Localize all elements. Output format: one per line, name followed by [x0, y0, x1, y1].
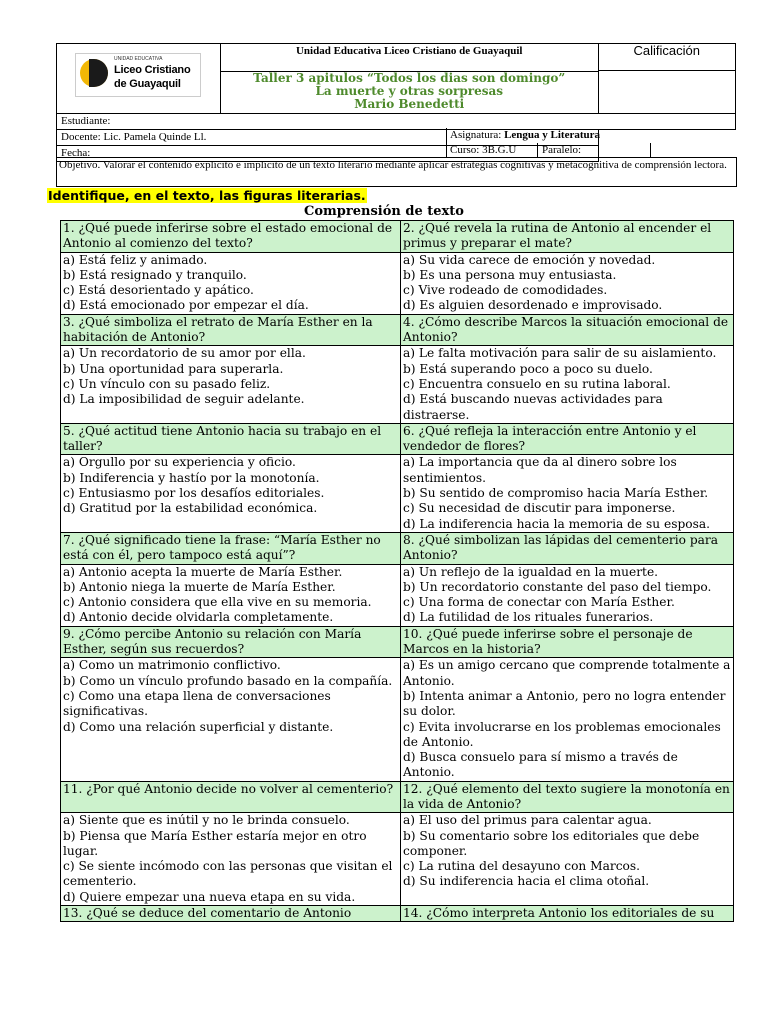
options-row	[61, 252, 734, 314]
school-logo	[75, 53, 201, 97]
options-row	[61, 346, 734, 423]
taller-title: Taller 3 apitulos “Todos los dias son domingo”	[253, 70, 566, 85]
section-field[interactable]	[541, 143, 651, 158]
answer-options-8[interactable]: a) Un reflejo de la igualdad en la muerte. b) Un recordatorio constante del paso del tiempo. c) Una forma de conectar con María Esther. d) La futilidad de los rituales funerarios.	[401, 564, 734, 626]
answer-options-12[interactable]: a) El uso del primus para calentar agua. b) Su comentario sobre los editoriales que debe componer. c) La rutina del desayuno con Marcos. d) Su indiferencia hacia el clima otoñal.	[401, 813, 734, 906]
question-6: 6. ¿Qué refleja la interacción entre Antonio y el vendedor de flores?	[401, 423, 734, 455]
course-label: Curso: 3B.G.U	[450, 144, 517, 156]
section-label: Paralelo:	[542, 144, 582, 156]
book-subtitle: La muerte y otras sorpresas	[315, 83, 504, 98]
question-row	[61, 626, 734, 658]
course-field	[446, 143, 538, 158]
school-cell	[220, 44, 598, 72]
date-label: Fecha:	[61, 147, 91, 159]
options-row	[61, 658, 734, 781]
question-8: 8. ¿Qué simbolizan las lápidas del cementerio para Antonio?	[401, 532, 734, 564]
question-14: 14. ¿Cómo interpreta Antonio los editoriales de su	[401, 906, 734, 922]
author-name: Mario Benedetti	[354, 96, 465, 111]
questions-table	[60, 220, 734, 922]
answer-options-5[interactable]: a) Orgullo por su experiencia y oficio. b) Indiferencia y hastío por la monotonía. c) Entusiasmo por los desafíos editoriales. d) Gratitud por la estabilidad económica.	[61, 455, 401, 532]
question-row	[61, 781, 734, 813]
teacher-label: Docente: Lic. Pamela Quinde Ll.	[61, 131, 207, 143]
question-5: 5. ¿Qué actitud tiene Antonio hacia su trabajo en el taller?	[61, 423, 401, 455]
section-title: Comprensión de texto	[304, 204, 464, 219]
question-row	[61, 532, 734, 564]
logo-small-text: UNIDAD EDUCATIVA	[114, 56, 163, 62]
answer-options-3[interactable]: a) Un recordatorio de su amor por ella. b) Una oportunidad para superarla. c) Un vínculo con su pasado feliz. d) La imposibilidad de seguir adelante.	[61, 346, 401, 423]
subject-value: Lengua y Literatura	[504, 129, 601, 141]
question-row	[61, 423, 734, 455]
question-2: 2. ¿Qué revela la rutina de Antonio al encender el primus y preparar el mate?	[401, 221, 734, 253]
logo-cell	[57, 44, 221, 114]
answer-options-1[interactable]: a) Está feliz y animado. b) Está resignado y tranquilo. c) Está desorientado y apático. d) Está emocionado por empezar el día.	[61, 252, 401, 314]
school-name: Unidad Educativa Liceo Cristiano de Guayaquil	[295, 45, 523, 57]
question-row	[61, 221, 734, 253]
objective-text: Objetivo. Valorar el contenido explícito e implícito de un texto literario mediante aplicar estrategias cognitivas y metacognitiva de comprensión lectora.	[59, 159, 727, 171]
question-row	[61, 906, 734, 922]
grade-cell	[598, 44, 735, 114]
answer-options-7[interactable]: a) Antonio acepta la muerte de María Esther. b) Antonio niega la muerte de María Esther. c) Antonio considera que ella vive en su memoria. d) Antonio decide olvidarla completamente.	[61, 564, 401, 626]
options-row	[61, 455, 734, 532]
answer-options-2[interactable]: a) Su vida carece de emoción y novedad. b) Es una persona muy entusiasta. c) Vive rodeado de comodidades. d) Es alguien desordenado e improvisado.	[401, 252, 734, 314]
answer-options-9[interactable]: a) Como un matrimonio conflictivo. b) Como un vínculo profundo basado en la compañía. c) Como una etapa llena de conversaciones significativas. d) Como una relación superficial y distante.	[61, 658, 401, 781]
options-row	[61, 564, 734, 626]
answer-options-10[interactable]: a) Es un amigo cercano que comprende totalmente a Antonio. b) Intenta animar a Antonio, pero no logra entender su dolor. c) Evita involucrarse en los problemas emocionales de Antonio. d) Busca consuelo para sí mismo a través de Antonio.	[401, 658, 734, 781]
answer-options-6[interactable]: a) La importancia que da al dinero sobre los sentimientos. b) Su sentido de compromiso hacia María Esther. c) Su necesidad de discutir para imponerse. d) La indiferencia hacia la memoria de su esposa.	[401, 455, 734, 532]
question-3: 3. ¿Qué simboliza el retrato de María Esther en la habitación de Antonio?	[61, 314, 401, 346]
grade-label: Calificación	[599, 44, 735, 71]
student-label: Estudiante:	[61, 115, 111, 127]
logo-text-line1: Liceo Cristiano	[114, 64, 191, 76]
logo-emblem-icon	[80, 59, 108, 87]
question-4: 4. ¿Cómo describe Marcos la situación emocional de Antonio?	[401, 314, 734, 346]
subject-label: Asignatura:	[450, 129, 505, 141]
question-11: 11. ¿Por qué Antonio decide no volver al cementerio?	[61, 781, 401, 813]
question-7: 7. ¿Qué significado tiene la frase: “María Esther no está con él, pero tampoco está aquí”?	[61, 532, 401, 564]
answer-options-11[interactable]: a) Siente que es inútil y no le brinda consuelo. b) Piensa que María Esther estaría mejor en otro lugar. c) Se siente incómodo con las personas que visitan el cementerio. d) Quiere empezar una nueva etapa en su vida.	[61, 813, 401, 906]
options-row	[61, 813, 734, 906]
instruction-highlight: Identifique, en el texto, las figuras literarias.	[48, 188, 366, 203]
answer-options-4[interactable]: a) Le falta motivación para salir de su aislamiento. b) Está superando poco a poco su duelo. c) Encuentra consuelo en su rutina laboral. d) Está buscando nuevas actividades para distraerse.	[401, 346, 734, 423]
logo-text-line2: de Guayaquil	[114, 78, 181, 90]
question-13: 13. ¿Qué se deduce del comentario de Antonio	[61, 906, 401, 922]
objective-box	[56, 157, 737, 187]
question-1: 1. ¿Qué puede inferirse sobre el estado emocional de Antonio al comienzo del texto?	[61, 221, 401, 253]
question-10: 10. ¿Qué puede inferirse sobre el personaje de Marcos en la historia?	[401, 626, 734, 658]
title-cell	[220, 71, 598, 113]
question-12: 12. ¿Qué elemento del texto sugiere la monotonía en la vida de Antonio?	[401, 781, 734, 813]
subject-field	[446, 128, 736, 143]
question-row	[61, 314, 734, 346]
question-9: 9. ¿Cómo percibe Antonio su relación con María Esther, según sus recuerdos?	[61, 626, 401, 658]
